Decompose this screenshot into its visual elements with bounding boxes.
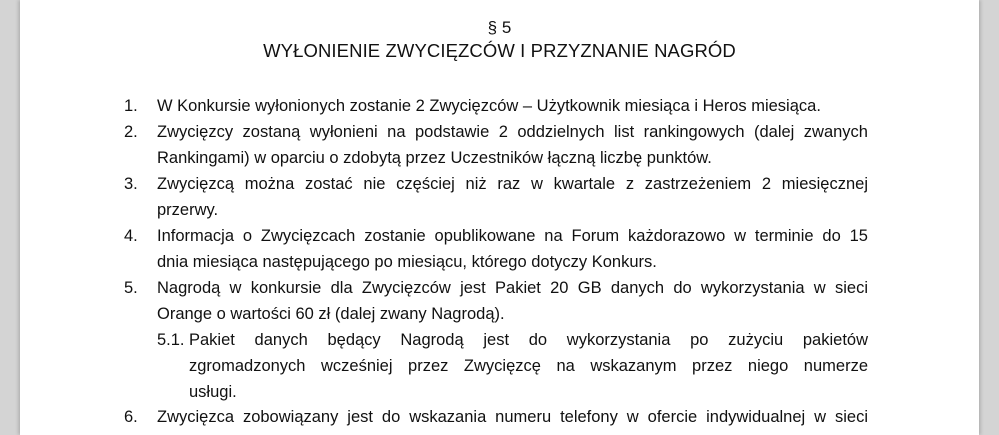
- list-item-line: dnia miesiąca następującego po miesiącu, którego dotyczy Konkurs.: [157, 253, 657, 271]
- list-item-line: Zwycięzca zobowiązany jest do wskazania numeru telefony w ofercie indywidualnej w sieci: [157, 408, 868, 426]
- list-item: [157, 119, 868, 171]
- list-item-number: 3.: [124, 175, 138, 193]
- list-item-number: 5.: [124, 279, 138, 297]
- list-item-line: Rankingami) w oparciu o zdobytą przez Uczestników łączną liczbę punktów.: [157, 149, 712, 167]
- list-item-line: zgromadzonych wcześniej przez Zwycięzcę na wskazanym przez niego numerze: [189, 357, 868, 375]
- list-item: [157, 171, 868, 223]
- list-item: [157, 404, 868, 430]
- list-item-line: Zwycięzcą można zostać nie częściej niż raz w kwartale z zastrzeżeniem 2 miesięcznej: [157, 175, 868, 193]
- list-item: [157, 275, 868, 327]
- numbered-list: [20, 0, 979, 435]
- document-page: [20, 0, 979, 435]
- list-item-line: usługi.: [189, 383, 237, 401]
- list-item: [157, 93, 879, 119]
- list-item-line: W Konkursie wyłonionych zostanie 2 Zwycięzców – Użytkownik miesiąca i Heros miesiąca.: [157, 97, 821, 115]
- list-item-line: Informacja o Zwycięzcach zostanie opublikowane na Forum każdorazowo w terminie do 15: [157, 227, 868, 245]
- list-item-line: Zwycięzcy zostaną wyłonieni na podstawie 2 oddzielnych list rankingowych (dalej zwanych: [157, 123, 868, 141]
- list-item-line: Pakiet danych będący Nagrodą jest do wykorzystania po zużyciu pakietów: [189, 331, 868, 349]
- list-item-line: Nagrodą w konkursie dla Zwycięzców jest Pakiet 20 GB danych do wykorzystania w sieci: [157, 279, 868, 297]
- list-item-line: Orange o wartości 60 zł (dalej zwany Nagrodą).: [157, 305, 505, 323]
- section-title: WYŁONIENIE ZWYCIĘZCÓW I PRZYZNANIE NAGRÓD: [263, 40, 736, 61]
- list-item: [157, 223, 868, 275]
- list-item-number: 2.: [124, 123, 138, 141]
- list-item-number: 6.: [124, 408, 138, 426]
- section-number: § 5: [487, 18, 512, 37]
- list-item-line: przerwy.: [157, 201, 219, 219]
- list-item-number: 4.: [124, 227, 138, 245]
- sublist-item-number: 5.1.: [157, 331, 185, 349]
- list-item-number: 1.: [124, 97, 138, 115]
- sublist-item: [189, 327, 868, 405]
